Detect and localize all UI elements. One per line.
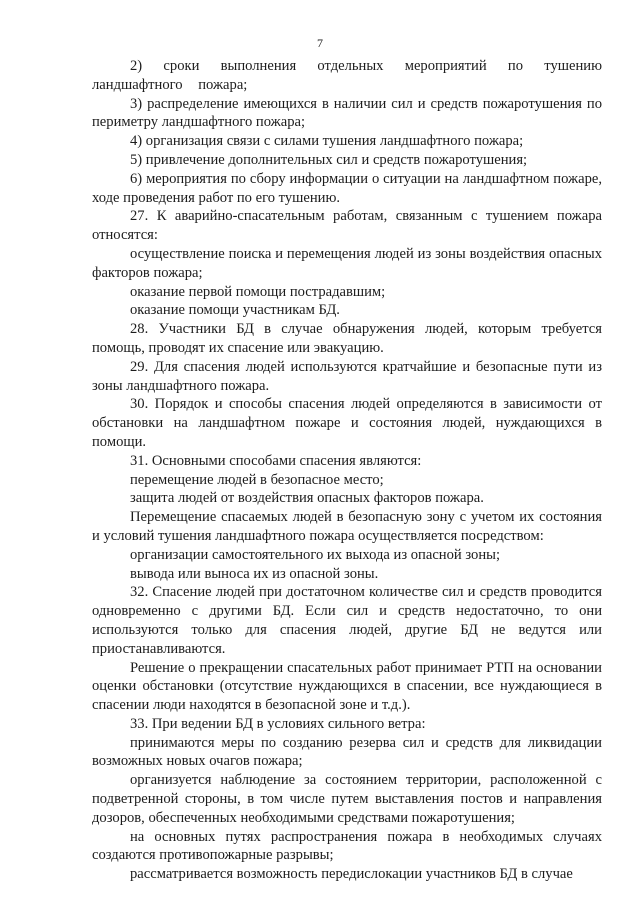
- paragraph: 27. К аварийно-спасательным работам, связанным с тушением пожара относятся:: [92, 208, 602, 244]
- paragraph: Решение о прекращении спасательных работ принимает РТП на основании оценки обстановки (отсутствие нуждающихся в спасении, все нуждающиеся в спасении люди находятся в безопасной зоне и т.д.).: [92, 659, 602, 714]
- paragraph: Перемещение спасаемых людей в безопасную зону с учетом их состояния и условий тушения ландшафтного пожара осуществляется посредством:: [92, 509, 602, 544]
- paragraph: 31. Основными способами спасения являются:: [130, 452, 422, 469]
- paragraph: вывода или выноса их из опасной зоны.: [130, 565, 379, 582]
- paragraph: 2) сроки выполнения отдельных мероприятий по тушению ландшафтного пожара;: [92, 58, 602, 93]
- paragraph: на основных путях распространения пожара в необходимых случаях создаются противопожарные разрывы;: [92, 828, 602, 864]
- paragraph: 4) организация связи с силами тушения ландшафтного пожара;: [130, 133, 524, 150]
- paragraph: перемещение людей в безопасное место;: [130, 471, 384, 488]
- paragraph: защита людей от воздействия опасных факторов пожара.: [130, 490, 484, 507]
- paragraph: 3) распределение имеющихся в наличии сил и средств пожаротушения по периметру ландшафтного пожара;: [92, 95, 602, 131]
- paragraph: принимаются меры по созданию резерва сил и средств для ликвидации возможных новых очагов пожара;: [92, 734, 602, 770]
- paragraph: осуществление поиска и перемещения людей из зоны воздействия опасных факторов пожара;: [92, 245, 602, 281]
- paragraph: 5) привлечение дополнительных сил и средств пожаротушения;: [130, 151, 528, 168]
- document-body: [92, 57, 602, 884]
- paragraph: 33. При ведении БД в условиях сильного ветра:: [130, 715, 426, 732]
- paragraph: 30. Порядок и способы спасения людей определяются в зависимости от обстановки на ландшафтном пожаре и состояния людей, нуждающихся в помощи.: [92, 396, 602, 450]
- paragraph: 28. Участники БД в случае обнаружения людей, которым требуется помощь, проводят их спасение или эвакуацию.: [92, 321, 602, 356]
- paragraph: 29. Для спасения людей используются кратчайшие и безопасные пути из зоны ландшафтного пожара.: [92, 358, 602, 394]
- paragraph: организуется наблюдение за состоянием территории, расположенной с подветренной стороны, в том числе путем выставления постов и направления дозоров, обеспеченных необходимыми средствами пожаротушения;: [92, 772, 602, 826]
- page-number: 7: [317, 36, 323, 50]
- paragraph: оказание помощи участникам БД.: [130, 302, 340, 319]
- paragraph: оказание первой помощи пострадавшим;: [130, 283, 386, 300]
- paragraph: организации самостоятельного их выхода из опасной зоны;: [130, 546, 501, 563]
- paragraph: 6) мероприятия по сбору информации о ситуации на ландшафтном пожаре, ходе проведения работ по его тушению.: [92, 170, 602, 206]
- paragraph: рассматривается возможность передислокации участников БД в случае: [130, 866, 573, 883]
- paragraph: 32. Спасение людей при достаточном количестве сил и средств проводится одновременно с другими БД. Если сил и средств недостаточно, то они используются только для спасения людей, другие БД не ведутся или приостанавливаются.: [92, 584, 602, 657]
